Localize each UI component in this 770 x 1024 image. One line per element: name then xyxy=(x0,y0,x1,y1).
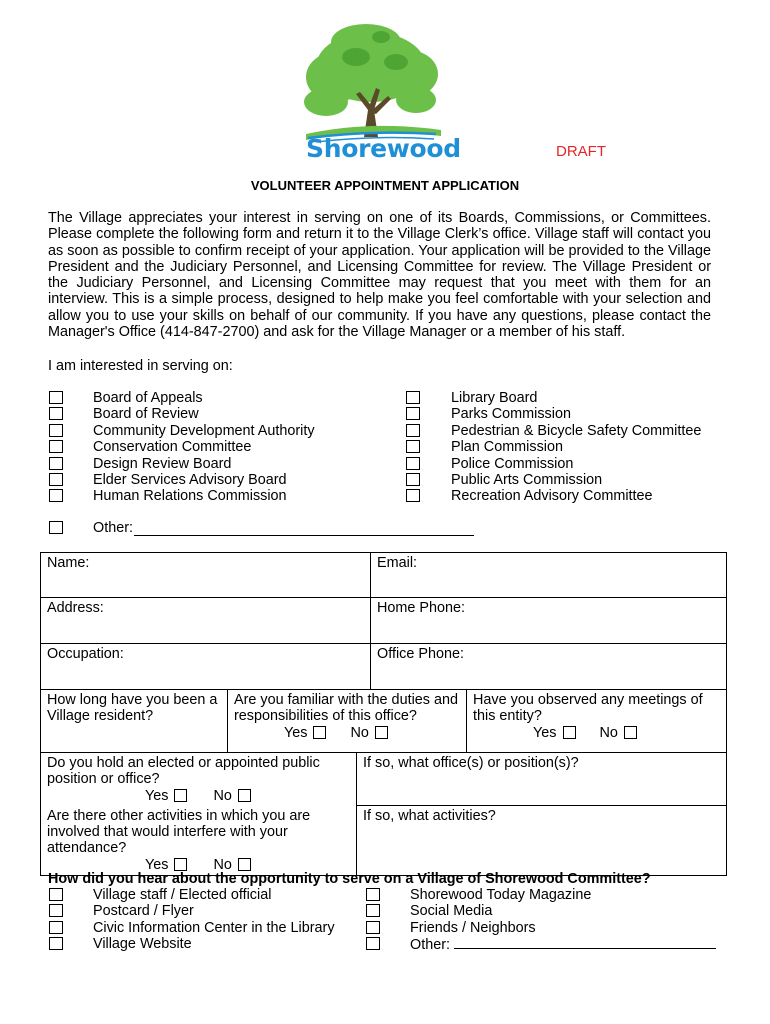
checkbox-public-arts-commission[interactable] xyxy=(406,473,420,486)
checkbox-library-board[interactable] xyxy=(406,391,420,404)
checkbox-plan-commission[interactable] xyxy=(406,440,420,453)
held-office-no-checkbox[interactable] xyxy=(238,789,251,802)
checkbox-conservation-committee[interactable] xyxy=(49,440,63,453)
checkbox-recreation-advisory-committee[interactable] xyxy=(406,489,420,502)
option-label: Library Board xyxy=(451,390,538,406)
checkbox-hear-other[interactable] xyxy=(366,937,380,950)
intro-paragraph: The Village appreciates your interest in serving on one of its Boards, Commissions, or Committees. Please complete the following form and return it to the Village Clerk’s office. Village staff will contact you as soon as possible to confirm receipt of your application. Your application will be provided to the Village President and the Judiciary Personnel, and Licensing Committee for review. The Village President or the Judiciary Personnel, and Licensing Committee may request that you meet with them for an interview. This is a simple process, designed to help make you feel comfortable with your selection and allow you to use your skills on behalf of our community. If you have any questions, please contact the Manager's Office (414-847-2700) and ask for the Village Manager or a member of his staff. xyxy=(48,210,711,341)
option-label: Elder Services Advisory Board xyxy=(93,471,287,488)
other-input-line[interactable] xyxy=(134,535,474,536)
option-label: Community Development Authority xyxy=(93,422,315,439)
no-label: No xyxy=(213,856,232,873)
checkbox-postcard-flyer[interactable] xyxy=(49,904,63,917)
checkbox-human-relations-commission[interactable] xyxy=(49,489,63,502)
option-label: Plan Commission xyxy=(451,439,563,456)
other-label: Other: xyxy=(93,520,133,536)
option-label: Social Media xyxy=(410,903,493,920)
no-label: No xyxy=(213,787,232,804)
checkbox-shorewood-today[interactable] xyxy=(366,888,380,901)
option-label: Civic Information Center in the Library xyxy=(93,919,335,936)
option-label: Human Relations Commission xyxy=(93,488,287,505)
hear-about-title: How did you hear about the opportunity to serve on a Village of Shorewood Committee? xyxy=(48,871,651,887)
shorewood-logo xyxy=(296,22,461,167)
no-label: No xyxy=(350,724,369,741)
duties-question: Are you familiar with the duties and responsibilities of this office? xyxy=(234,692,458,725)
page-title: VOLUNTEER APPOINTMENT APPLICATION xyxy=(250,178,520,193)
hear-right-checkboxes xyxy=(366,888,380,954)
held-office-cell xyxy=(41,753,357,806)
checkbox-friends-neighbors[interactable] xyxy=(366,921,380,934)
meetings-no-checkbox[interactable] xyxy=(624,726,637,739)
checkbox-elder-services-advisory-board[interactable] xyxy=(49,473,63,486)
option-label: Recreation Advisory Committee xyxy=(451,488,653,505)
checkbox-board-of-review[interactable] xyxy=(49,407,63,420)
hear-left-checkboxes xyxy=(49,888,63,954)
yes-label: Yes xyxy=(145,856,169,873)
checkbox-pedestrian-bicycle-safety-committee[interactable] xyxy=(406,424,420,437)
applicant-info-table xyxy=(40,552,727,876)
option-label: Shorewood Today Magazine xyxy=(410,887,592,903)
duties-no-checkbox[interactable] xyxy=(375,726,388,739)
held-office-yes-checkbox[interactable] xyxy=(174,789,187,802)
which-activities-field[interactable] xyxy=(357,806,727,876)
interfere-question: Are there other activities in which you are involved that would interfere with your attendance? xyxy=(47,807,311,857)
checkbox-other[interactable] xyxy=(49,521,63,534)
duties-yes-checkbox[interactable] xyxy=(313,726,326,739)
checkbox-community-development-authority[interactable] xyxy=(49,424,63,437)
checkbox-village-website[interactable] xyxy=(49,937,63,950)
hear-right-labels xyxy=(410,887,716,953)
option-label: Pedestrian & Bicycle Safety Committee xyxy=(451,422,702,439)
hear-left-labels xyxy=(93,887,335,953)
option-label: Police Commission xyxy=(451,455,574,472)
checkbox-parks-commission[interactable] xyxy=(406,407,420,420)
meetings-yes-checkbox[interactable] xyxy=(563,726,576,739)
checkbox-design-review-board[interactable] xyxy=(49,457,63,470)
occupation-field[interactable]: Occupation: xyxy=(41,644,371,690)
checkbox-civic-information-center[interactable] xyxy=(49,921,63,934)
option-label: Board of Review xyxy=(93,406,199,423)
resident-duration-field[interactable] xyxy=(41,690,228,753)
option-label: Friends / Neighbors xyxy=(410,919,536,936)
option-label: Postcard / Flyer xyxy=(93,903,194,920)
checkbox-village-staff[interactable] xyxy=(49,888,63,901)
which-office-field[interactable] xyxy=(357,753,727,806)
hear-other-label: Other: xyxy=(410,937,450,954)
yes-label: Yes xyxy=(284,724,308,741)
serving-right-labels xyxy=(451,390,701,505)
address-field[interactable]: Address: xyxy=(41,598,371,644)
serving-left-checkboxes xyxy=(49,391,63,506)
office-phone-field[interactable]: Office Phone: xyxy=(371,644,727,690)
name-field[interactable]: Name: xyxy=(41,553,371,598)
hear-other-input-line[interactable] xyxy=(454,936,716,949)
serving-label: I am interested in serving on: xyxy=(48,358,233,374)
option-label: Conservation Committee xyxy=(93,439,252,456)
serving-left-labels xyxy=(93,390,315,505)
draft-label: DRAFT xyxy=(556,143,606,160)
option-label: Parks Commission xyxy=(451,406,571,423)
which-office-question: If so, what office(s) or position(s)? xyxy=(363,755,579,771)
option-label: Design Review Board xyxy=(93,455,232,472)
yes-label: Yes xyxy=(533,724,557,741)
other-checkbox-wrap xyxy=(49,521,63,538)
option-label: Village Website xyxy=(93,936,192,953)
option-label: Village staff / Elected official xyxy=(93,887,272,903)
duties-cell xyxy=(228,690,467,753)
home-phone-field[interactable]: Home Phone: xyxy=(371,598,727,644)
meetings-cell xyxy=(467,690,727,753)
no-label: No xyxy=(599,724,618,741)
serving-right-checkboxes xyxy=(406,391,420,506)
option-label: Board of Appeals xyxy=(93,390,203,406)
meetings-question: Have you observed any meetings of this entity? xyxy=(473,692,703,725)
yes-label: Yes xyxy=(145,787,169,804)
resident-question: How long have you been a Village resident? xyxy=(47,692,218,725)
checkbox-social-media[interactable] xyxy=(366,904,380,917)
held-office-question: Do you hold an elected or appointed public position or office? xyxy=(47,755,320,788)
interfere-no-checkbox[interactable] xyxy=(238,858,251,871)
interfere-cell xyxy=(41,806,357,876)
checkbox-board-of-appeals[interactable] xyxy=(49,391,63,404)
interfere-yes-checkbox[interactable] xyxy=(174,858,187,871)
hear-other-row xyxy=(410,936,716,952)
option-label: Public Arts Commission xyxy=(451,471,603,488)
logo-text: Shorewood xyxy=(306,134,461,163)
which-activities-question: If so, what activities? xyxy=(363,808,496,825)
checkbox-police-commission[interactable] xyxy=(406,457,420,470)
email-field[interactable]: Email: xyxy=(371,553,727,598)
